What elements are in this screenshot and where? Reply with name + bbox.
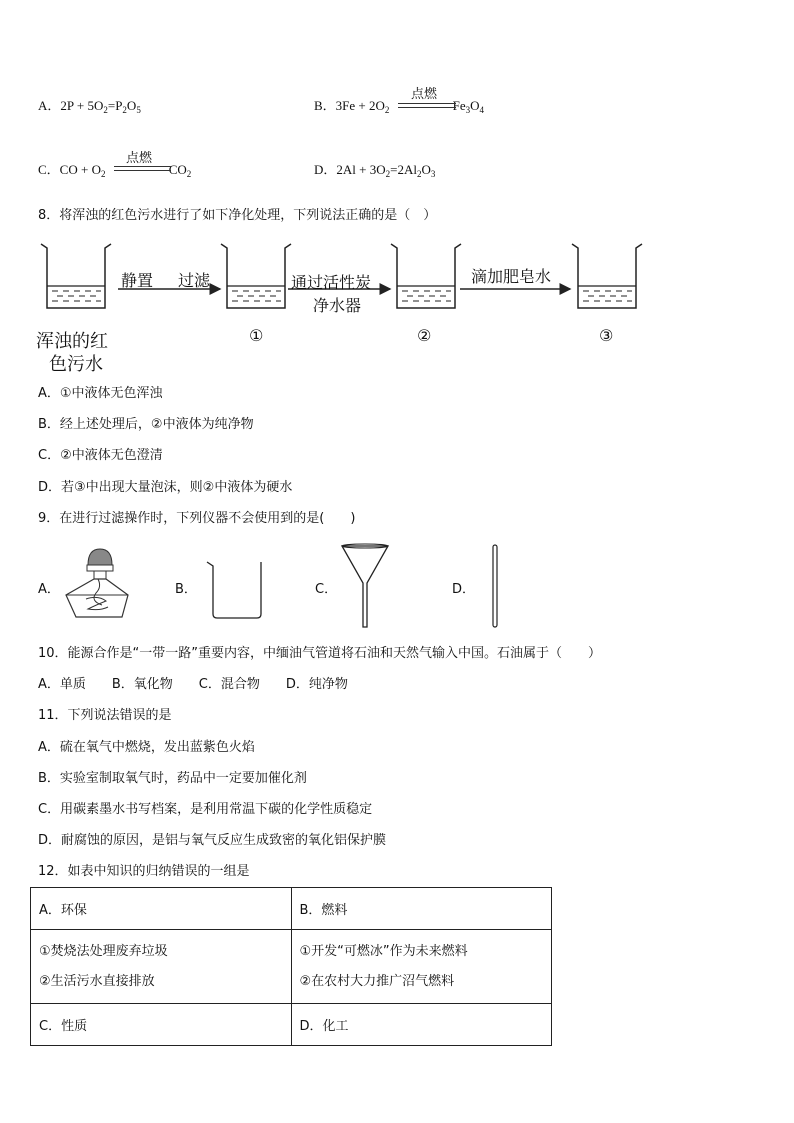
beaker-1-label: ① (249, 326, 264, 345)
q7-c-equals-line (114, 166, 171, 171)
q9-stem: 9．在进行过滤操作时，下列仪器不会使用到的是( ) (38, 511, 356, 526)
q8-option-b: B．经上述处理后，②中液体为纯净物 (38, 417, 254, 432)
q11-stem: 11．下列说法错误的是 (38, 708, 172, 723)
q7-option-b: B．$3Fe + 2O_2$ $Fe_3O_4$ (314, 98, 485, 115)
table-cell-b-body (291, 930, 552, 1004)
table-cell-a-body (31, 930, 292, 1004)
table-b-item-2: ②在农村大力推广沼气燃料 (299, 973, 455, 989)
table-cell-d-head: D．化工 (291, 1004, 552, 1046)
table-cell-b-head: B．燃料 (291, 888, 552, 930)
step-settle-label: 静置 (121, 271, 154, 290)
q10-stem: 10．能源合作是“一带一路”重要内容，中缅油气管道将石油和天然气输入中国。石油属于（ ） (38, 646, 602, 661)
q9-label-d: D． (452, 582, 476, 597)
q9-label-c: C． (315, 582, 338, 597)
table-b-item-1: ①开发“可燃冰”作为未来燃料 (299, 943, 468, 959)
beaker-2 (391, 244, 461, 308)
beaker-icon (205, 558, 265, 620)
table-cell-a-head: A．环保 (31, 888, 292, 930)
funnel-icon (340, 543, 390, 629)
q10-options: A．单质 B．氧化物 C．混合物 D．纯净物 (38, 677, 348, 692)
q11-option-d: D．耐腐蚀的原因，是铝与氧气反应生成致密的氧化铝保护膜 (38, 833, 387, 848)
beaker-3-label: ③ (599, 326, 614, 345)
q7-c-condition: 点燃 (126, 151, 153, 166)
q11-option-a: A．硫在氧气中燃烧，发出蓝紫色火焰 (38, 740, 255, 755)
q7-option-d: D．$2Al + 3O_2=2Al_2O_3$ (314, 162, 436, 179)
beaker-3 (572, 244, 642, 308)
q8-option-d: D．若③中出现大量泡沫，则②中液体为硬水 (38, 480, 293, 495)
q11-option-b: B．实验室制取氧气时，药品中一定要加催化剂 (38, 771, 307, 786)
step-filter-label: 过滤 (178, 271, 211, 290)
q12-table (30, 887, 552, 1046)
step-carbon-label: 通过活性炭 (291, 273, 372, 292)
table-cell-c-head: C．性质 (31, 1004, 292, 1046)
start-label-line2: 色污水 (49, 354, 103, 375)
beaker-1 (221, 244, 291, 308)
q11-option-c: C．用碳素墨水书写档案，是利用常温下碳的化学性质稳定 (38, 802, 373, 817)
q8-option-c: C．②中液体无色澄清 (38, 448, 163, 463)
q8-stem: 8．将浑浊的红色污水进行了如下净化处理，下列说法正确的是（ ） (38, 208, 437, 223)
q7-option-c: C．CO + $O_2$ $CO_2$ (38, 162, 192, 179)
start-label-line1: 浑浊的红 (36, 331, 108, 352)
table-a-item-1: ①焚烧法处理废弃垃圾 (39, 943, 168, 959)
beaker-start (41, 244, 111, 308)
beaker-2-label: ② (417, 326, 432, 345)
q12-stem: 12．如表中知识的归纳错误的一组是 (38, 864, 250, 879)
alcohol-lamp-icon (58, 545, 130, 623)
q9-label-b: B． (175, 582, 197, 597)
q7-b-condition: 点燃 (411, 87, 438, 102)
q8-option-a: A．①中液体无色浑浊 (38, 386, 163, 401)
glass-rod-icon (491, 543, 499, 629)
step-purifier-label: 净水器 (313, 296, 362, 315)
q9-label-a: A． (38, 582, 60, 597)
table-a-item-2: ②生活污水直接排放 (39, 973, 155, 989)
q7-b-equals-line (398, 103, 456, 108)
q7-option-a: A．$2P + 5O_2=P_2O_5$ (38, 98, 141, 115)
step-soap-label: 滴加肥皂水 (471, 267, 552, 286)
